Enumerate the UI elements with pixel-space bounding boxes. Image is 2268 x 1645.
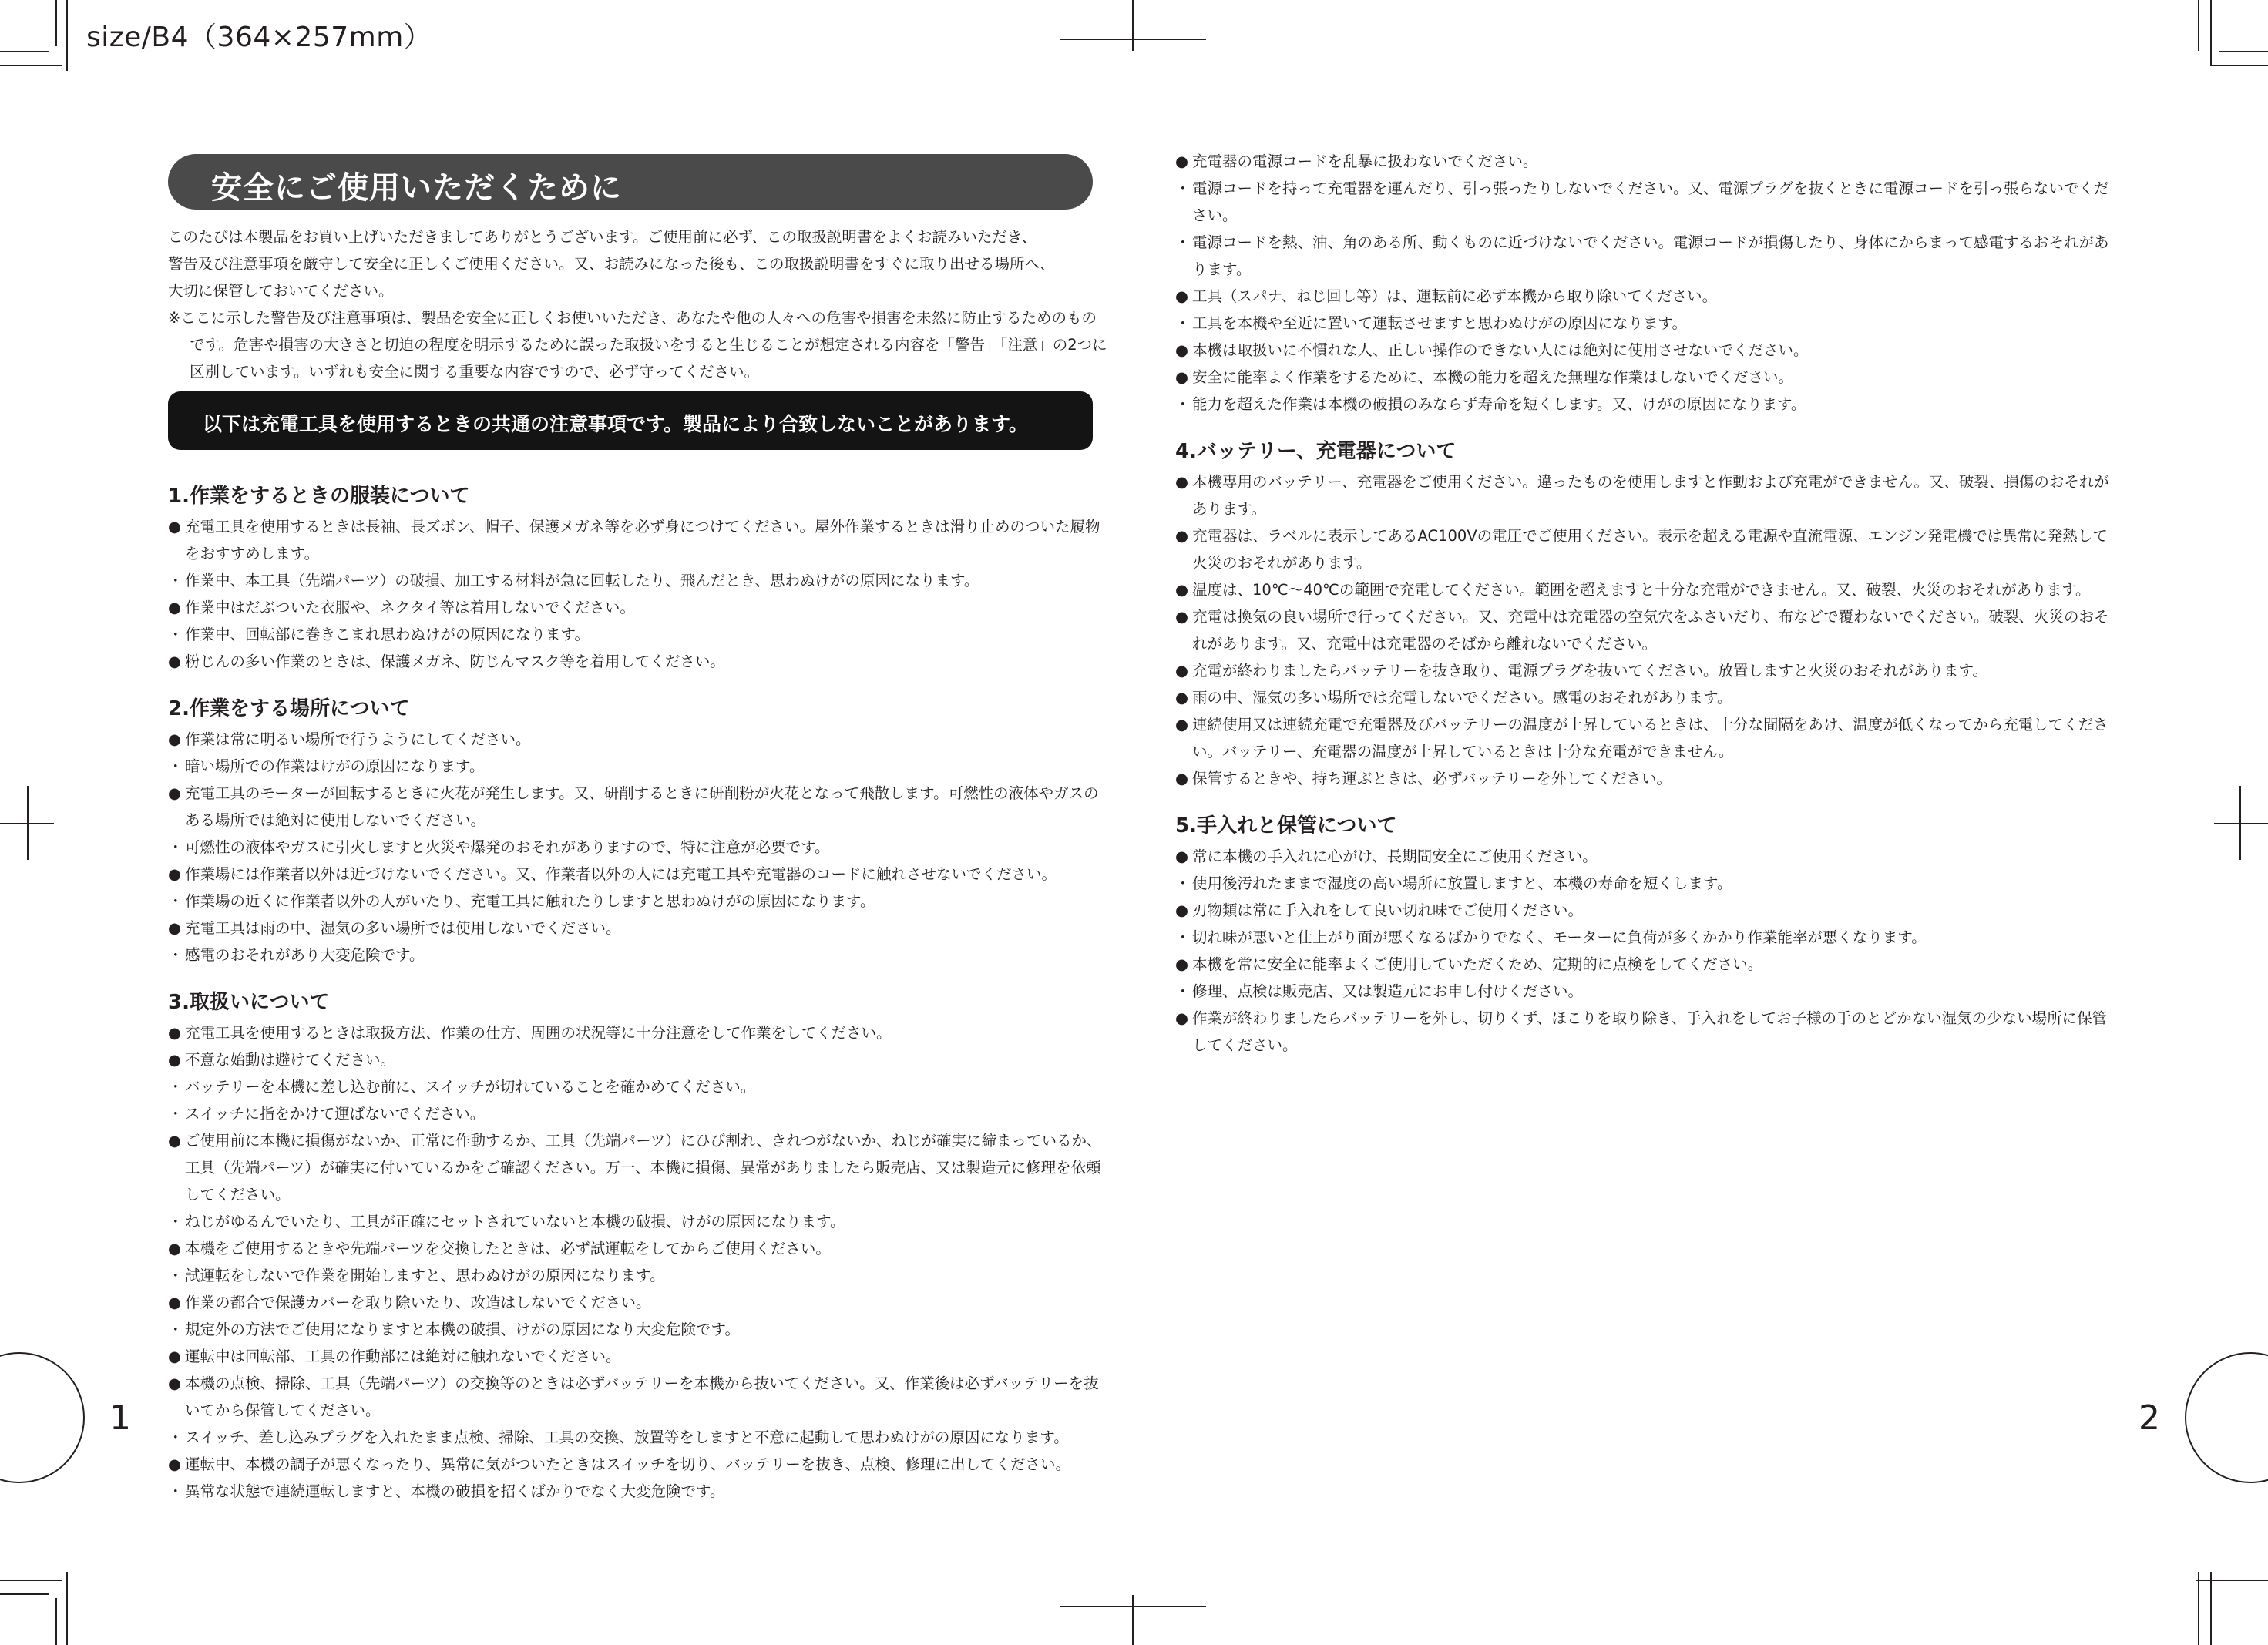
item-text: 本機は取扱いに不慣れな人、正しい操作のできない人には絶対に使用させないでください。	[1192, 341, 1809, 359]
item-text: 電源コードを持って充電器を運んだり、引っ張ったりしないでください。又、電源プラグを抜くときに電源コードを引っ張らないでください。	[1192, 180, 2109, 224]
bullet-marker: ●	[1175, 716, 1189, 734]
bullet-marker: ・	[1175, 928, 1191, 946]
item-text: 本機の点検、掃除、工具（先端パーツ）の交換等のときは必ずバッテリーを本機から抜いてください。又、作業後は必ずバッテリーを抜いてから保管してください。	[185, 1375, 1099, 1419]
item-text: 充電は換気の良い場所で行ってください。又、充電中は充電器の空気穴をふさいだり、布などで覆わないでください。破裂、火災のおそれがあります。又、充電中は充電器のそばから離れないでください。	[1192, 608, 2109, 653]
list-item	[168, 753, 1110, 780]
section-heading: 5.手入れと保管について	[1175, 814, 1397, 838]
list-item	[1175, 310, 2119, 337]
list-item	[1175, 870, 2119, 897]
section-heading: 3.取扱いについて	[168, 991, 330, 1014]
item-text: 運転中、本機の調子が悪くなったり、異常に気がついたときはスイッチを切り、バッテリーを抜き、点検、修理に出してください。	[185, 1455, 1070, 1473]
bullet-marker: ・	[1175, 875, 1191, 892]
page-number-tab-right	[2114, 1352, 2268, 1483]
list-item	[1175, 576, 2119, 603]
list-item	[168, 780, 1110, 834]
bullet-marker: ・	[168, 757, 183, 775]
bullet-marker: ●	[1175, 689, 1189, 707]
item-text: 作業場の近くに作業者以外の人がいたり、充電工具に触れたりしますと思わぬけがの原因になります。	[185, 892, 875, 910]
list-item	[1175, 897, 2119, 924]
list-item	[1175, 657, 2119, 684]
page-number-tab-left	[0, 1352, 154, 1483]
list-item	[1175, 711, 2119, 765]
list-item	[1175, 283, 2119, 310]
bullet-marker: ・	[168, 946, 183, 964]
bullet-marker: ●	[168, 1375, 182, 1392]
list-item	[1175, 175, 2119, 229]
list-item	[168, 1262, 1110, 1289]
item-text: 不意な始動は避けてください。	[185, 1051, 396, 1069]
item-text: 本機を常に安全に能率よくご使用していただくため、定期的に点検をしてください。	[1192, 955, 1763, 973]
item-text: 充電工具のモーターが回転するときに火花が発生します。又、研削するときに研削粉が火花となって飛散します。可燃性の液体やガスのある場所では絶対に使用しないでください。	[185, 784, 1099, 829]
item-text: 異常な状態で連続運転しますと、本機の破損を招くばかりでなく大変危険です。	[185, 1482, 725, 1500]
section-heading: 1.作業をするときの服装について	[168, 485, 470, 508]
list-item	[168, 1451, 1110, 1478]
item-text: 本機専用のバッテリー、充電器をご使用ください。違ったものを使用しますと作動および充電ができません。又、破裂、損傷のおそれがあります。	[1192, 473, 2109, 518]
item-text: 可燃性の液体やガスに引火しますと火災や爆発のおそれがありますので、特に注意が必要です。	[185, 838, 830, 856]
list-item	[168, 1478, 1110, 1505]
item-text: 充電工具を使用するときは長袖、長ズボン、帽子、保護メガネ等を必ず身につけてください。屋外作業するときは滑り止めのついた履物をおすすめします。	[185, 518, 1100, 562]
list-item	[168, 1100, 1110, 1127]
bullet-marker: ●	[168, 1455, 182, 1473]
item-text: 試運転をしないで作業を開始しますと、思わぬけがの原因になります。	[185, 1267, 665, 1284]
intro-text	[168, 223, 1110, 385]
item-text: ご使用前に本機に損傷がないか、正常に作動するか、工具（先端パーツ）にひび割れ、きれつがないか、ねじが確実に締まっているか、工具（先端パーツ）が確実に付いているかをご確認ください。万一、本機に損傷、異常がありましたら販売店、又は製造元に修理を依頼してください。	[185, 1132, 1102, 1204]
bullet-marker: ・	[168, 1321, 183, 1338]
bullet-marker: ●	[1175, 473, 1189, 491]
list-item	[1175, 468, 2119, 522]
list-item	[1175, 364, 2119, 391]
item-text: 修理、点検は販売店、又は製造元にお申し付けください。	[1192, 982, 1584, 1000]
list-item	[1175, 684, 2119, 711]
item-text: 安全に能率よく作業をするために、本機の能力を超えた無理な作業はしないでください。	[1192, 368, 1794, 386]
bullet-marker: ・	[1175, 982, 1191, 1000]
item-text: 作業中はだぶついた衣服や、ネクタイ等は着用しないでください。	[185, 599, 635, 616]
list-item	[168, 861, 1110, 888]
list-item	[168, 594, 1110, 621]
bullet-marker: ●	[1175, 608, 1189, 626]
bullet-marker: ・	[168, 892, 183, 910]
item-text: 充電器の電源コードを乱暴に扱わないでください。	[1192, 153, 1538, 170]
bullet-marker: ●	[1175, 581, 1189, 599]
list-item	[1175, 843, 2119, 870]
bullet-marker: ●	[1175, 770, 1189, 787]
item-text: スイッチに指をかけて運ばないでください。	[185, 1105, 486, 1123]
bullet-marker: ・	[168, 1267, 183, 1284]
list-item	[168, 1289, 1110, 1316]
notice-text: 以下は充電工具を使用するときの共通の注意事項です。製品により合致しないことがあります。	[203, 413, 1029, 435]
bullet-marker: ●	[168, 919, 182, 937]
bullet-marker: ・	[1175, 180, 1191, 197]
size-label: size/B4（364×257mm）	[86, 22, 432, 53]
section-heading: 2.作業をする場所について	[168, 697, 410, 720]
list-item	[168, 1019, 1110, 1046]
bullet-marker: ●	[168, 1051, 182, 1069]
page-number-right: 2	[2139, 1398, 2160, 1438]
item-text: 切れ味が悪いと仕上がり面が悪くなるばかりでなく、モーターに負荷が多くかかり作業能率が悪くなります。	[1192, 928, 1927, 946]
bullet-marker: ●	[1175, 848, 1189, 865]
list-item	[1175, 337, 2119, 364]
item-text: バッテリーを本機に差し込む前に、スイッチが切れていることを確かめてください。	[185, 1078, 756, 1096]
item-text: 雨の中、湿気の多い場所では充電しないでください。感電のおそれがあります。	[1192, 689, 1732, 707]
item-text: 感電のおそれがあり大変危険です。	[185, 946, 425, 964]
item-text: 刃物類は常に手入れをして良い切れ味でご使用ください。	[1192, 901, 1584, 919]
bullet-marker: ●	[1175, 153, 1189, 170]
list-item	[168, 1343, 1110, 1370]
item-text: 暗い場所での作業はけがの原因になります。	[185, 757, 485, 775]
item-text: 常に本機の手入れに心がけ、長期間安全にご使用ください。	[1192, 848, 1598, 865]
list-item	[168, 621, 1110, 648]
intro-note: ※ここに示した警告及び注意事項は、製品を安全に正しくお使いいただき、あなたや他の人々への危害や損害を未然に防止するためのものです。危害や損害の大きさと切迫の程度を明示するために誤った取扱いをすると生じることが想定される内容を「警告」「注意」の2つに区別しています。いずれも安全に関する重要な内容ですので、必ず守ってください。	[168, 309, 1107, 381]
list-item	[1175, 522, 2119, 576]
list-item	[1175, 1005, 2119, 1059]
item-text: 能力を超えた作業は本機の破損のみならず寿命を短くします。又、けがの原因になります。	[1192, 395, 1806, 413]
notice-banner	[168, 391, 1093, 450]
page-number-left: 1	[109, 1398, 131, 1438]
item-text: 使用後汚れたままで湿度の高い場所に放置しますと、本機の寿命を短くします。	[1192, 875, 1732, 892]
item-text: 工具を本機や至近に置いて運転させますと思わぬけがの原因になります。	[1192, 314, 1687, 332]
bullet-marker: ・	[168, 572, 183, 589]
right-top-items	[1175, 148, 2119, 418]
bullet-marker: ・	[168, 1105, 183, 1123]
bullet-marker: ●	[1175, 527, 1189, 545]
intro-line: 警告及び注意事項を厳守して安全に正しくご使用ください。又、お読みになった後も、この取扱説明書をすぐに取り出せる場所へ、	[168, 255, 1055, 273]
list-item	[1175, 391, 2119, 418]
bullet-marker: ・	[168, 626, 183, 643]
list-item	[1175, 148, 2119, 175]
list-item	[168, 1316, 1110, 1343]
bullet-marker: ●	[168, 1240, 182, 1257]
bullet-marker: ●	[168, 784, 182, 802]
list-item	[168, 513, 1110, 567]
item-text: 本機をご使用するときや先端パーツを交換したときは、必ず試運転をしてからご使用ください。	[185, 1240, 831, 1257]
list-item	[168, 1046, 1110, 1073]
list-item	[168, 915, 1110, 942]
list-item	[168, 1370, 1110, 1424]
item-text: 保管するときや、持ち運ぶときは、必ずバッテリーを外してください。	[1192, 770, 1672, 787]
bullet-marker: ●	[168, 1024, 182, 1042]
bullet-marker: ●	[168, 730, 182, 748]
list-item	[1175, 603, 2119, 657]
intro-line: 大切に保管しておいてください。	[168, 282, 394, 300]
bullet-marker: ●	[1175, 662, 1189, 680]
left-column	[168, 223, 1110, 385]
section-heading: 4.バッテリー、充電器について	[1175, 440, 1457, 463]
list-item	[1175, 765, 2119, 792]
item-text: 作業中、回転部に巻きこまれ思わぬけがの原因になります。	[185, 626, 590, 643]
item-text: スイッチ、差し込みプラグを入れたまま点検、掃除、工具の交換、放置等をしますと不意に起動して思わぬけがの原因になります。	[185, 1428, 1069, 1446]
item-text: ねじがゆるんでいたり、工具が正確にセットされていないと本機の破損、けがの原因になります。	[185, 1213, 845, 1230]
bullet-marker: ●	[1175, 1009, 1189, 1027]
bullet-marker: ・	[168, 1213, 183, 1230]
bullet-marker: ●	[168, 1132, 182, 1150]
bullet-marker: ●	[1175, 955, 1189, 973]
list-item	[168, 1208, 1110, 1235]
bullet-marker: ●	[1175, 341, 1189, 359]
list-item	[1175, 978, 2119, 1005]
list-item	[168, 942, 1110, 969]
list-item	[168, 1127, 1110, 1208]
item-text: 作業は常に明るい場所で行うようにしてください。	[185, 730, 531, 748]
item-text: 充電が終わりましたらバッテリーを抜き取り、電源プラグを抜いてください。放置しますと火災のおそれがあります。	[1192, 662, 1987, 680]
list-item	[168, 1424, 1110, 1451]
list-item	[168, 888, 1110, 915]
list-item	[168, 834, 1110, 861]
list-item	[168, 726, 1110, 753]
bullet-marker: ●	[1175, 901, 1189, 919]
item-text: 工具（スパナ、ねじ回し等）は、運転前に必ず本機から取り除いてください。	[1192, 287, 1718, 305]
bullet-marker: ・	[1175, 314, 1191, 332]
bullet-marker: ・	[1175, 395, 1191, 413]
item-text: 作業中、本工具（先端パーツ）の破損、加工する材料が急に回転したり、飛んだとき、思わぬけがの原因になります。	[185, 572, 979, 589]
item-text: 作業が終わりましたらバッテリーを外し、切りくず、ほこりを取り除き、手入れをしてお子様の手のとどかない湿気の少ない場所に保管してください。	[1192, 1009, 2108, 1054]
item-text: 温度は、10℃～40℃の範囲で充電してください。範囲を超えますと十分な充電ができません。又、破裂、火災のおそれがあります。	[1192, 581, 2091, 599]
right-column	[1175, 148, 2119, 1059]
list-item	[168, 1073, 1110, 1100]
left-sections	[168, 462, 1110, 1505]
bullet-marker: ●	[168, 1294, 182, 1311]
item-text: 運転中は回転部、工具の作動部には絶対に触れないでください。	[185, 1348, 621, 1365]
bullet-marker: ・	[168, 1482, 183, 1500]
bullet-marker: ・	[1175, 233, 1191, 251]
title-banner	[168, 154, 1093, 210]
bullet-marker: ・	[168, 1428, 183, 1446]
list-item	[168, 567, 1110, 594]
bullet-marker: ・	[168, 838, 183, 856]
list-item	[168, 1235, 1110, 1262]
right-sections	[1175, 436, 2119, 1059]
list-item	[1175, 924, 2119, 951]
bullet-marker: ●	[168, 518, 182, 535]
item-text: 充電器は、ラベルに表示してあるAC100Vの電圧でご使用ください。表示を超える電源や直流電源、エンジン発電機では異常に発熱して火災のおそれがあります。	[1192, 527, 2108, 572]
item-text: 充電工具は雨の中、湿気の多い場所では使用しないでください。	[185, 919, 621, 937]
bullet-marker: ●	[168, 599, 182, 616]
item-text: 作業場には作業者以外は近づけないでください。又、作業者以外の人には充電工具や充電器のコードに触れさせないでください。	[185, 865, 1057, 883]
bullet-marker: ●	[1175, 287, 1189, 305]
page-title: 安全にご使用いただくために	[211, 170, 622, 206]
item-text: 作業の都合で保護カバーを取り除いたり、改造はしないでください。	[185, 1294, 651, 1311]
item-text: 規定外の方法でご使用になりますと本機の破損、けがの原因になり大変危険です。	[185, 1321, 740, 1338]
item-text: 粉じんの多い作業のときは、保護メガネ、防じんマスク等を着用してください。	[185, 653, 725, 670]
item-text: 電源コードを熱、油、角のある所、動くものに近づけないでください。電源コードが損傷したり、身体にからまって感電するおそれがあります。	[1192, 233, 2109, 278]
bullet-marker: ●	[168, 653, 182, 670]
list-item	[1175, 951, 2119, 978]
list-item	[1175, 229, 2119, 283]
bullet-marker: ●	[168, 865, 182, 883]
item-text: 充電工具を使用するときは取扱方法、作業の仕方、周囲の状況等に十分注意をして作業をしてください。	[185, 1024, 892, 1042]
intro-line: このたびは本製品をお買い上げいただきましてありがとうございます。ご使用前に必ず、この取扱説明書をよくお読みいただき、	[168, 228, 1037, 246]
bullet-marker: ●	[168, 1348, 182, 1365]
item-text: 連続使用又は連続充電で充電器及びバッテリーの温度が上昇しているときは、十分な間隔をあけ、温度が低くなってから充電してください。バッテリー、充電器の温度が上昇しているときは十分な充電ができません。	[1192, 716, 2108, 760]
bullet-marker: ・	[168, 1078, 183, 1096]
bullet-marker: ●	[1175, 368, 1189, 386]
list-item	[168, 648, 1110, 675]
